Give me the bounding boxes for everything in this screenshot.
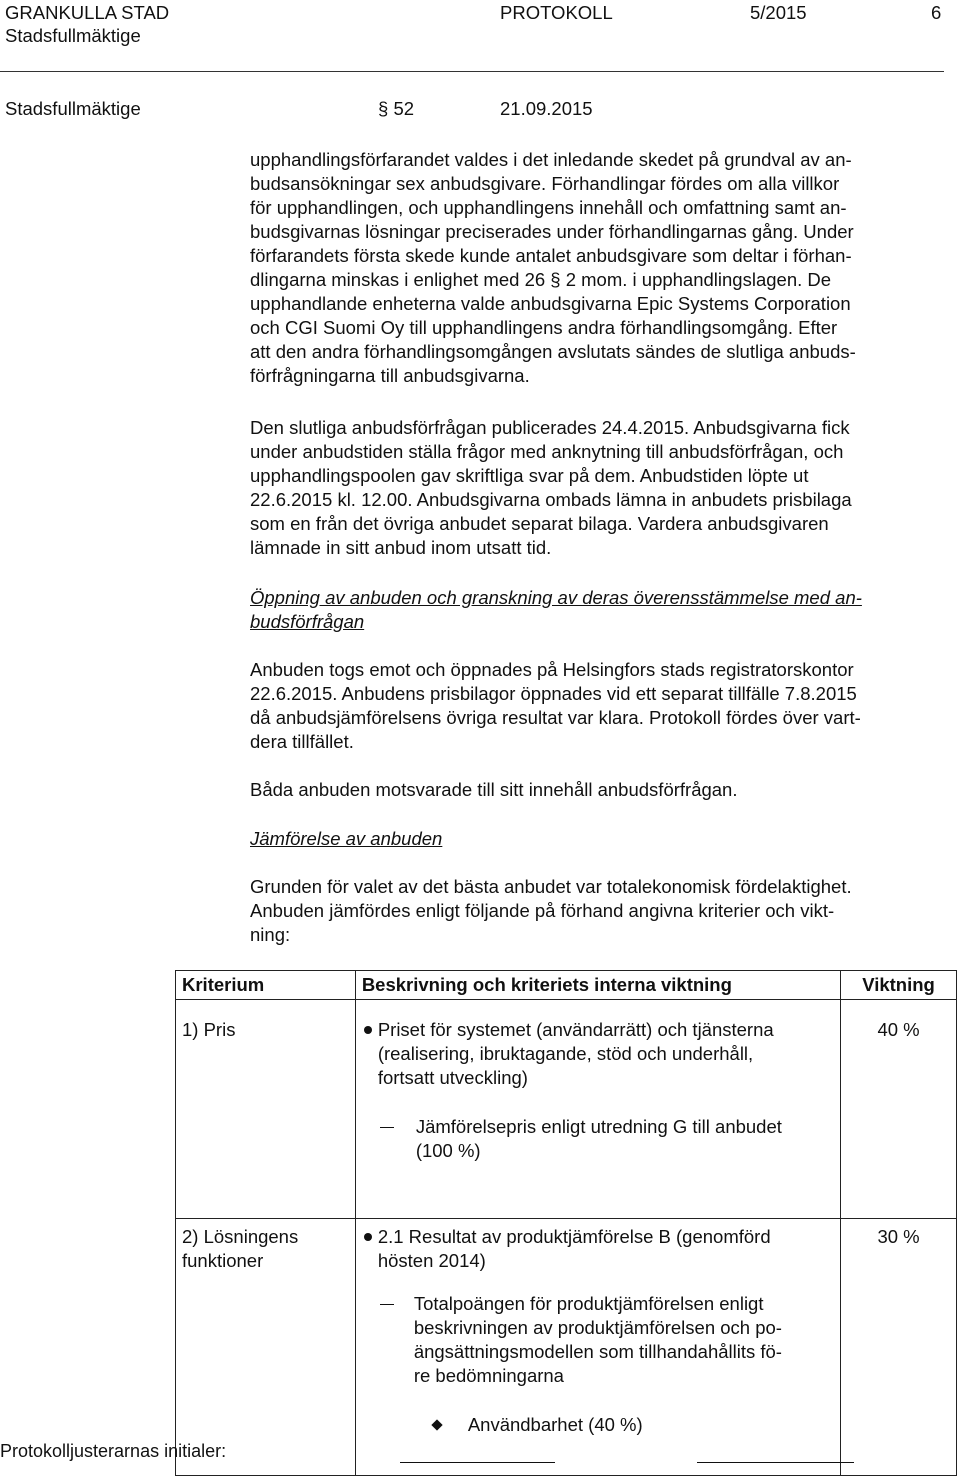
- criterion-cell: [176, 1219, 356, 1476]
- section-number-value: 52: [393, 98, 415, 119]
- text-line: Jämförelsepris enligt utredning G till anbudet: [415, 1116, 782, 1137]
- paragraph-opening: [250, 658, 940, 754]
- section-body: Stadsfullmäktige: [5, 98, 141, 119]
- text-line: budsansökningar sex anbudsgivare. Förhandlingar fördes om alla villkor: [250, 173, 840, 194]
- bullet-text: [378, 1225, 771, 1273]
- text-line: som en från det övriga anbudet separat bilaga. Vardera anbudsgivaren: [250, 513, 829, 534]
- diamond-text: Användbarhet (40 %): [467, 1414, 643, 1435]
- paragraph-procedure: [250, 148, 940, 388]
- bullet-icon: [364, 1026, 372, 1034]
- bullet-text: [378, 1018, 774, 1090]
- diamond-bullet-icon: [431, 1419, 442, 1430]
- table-row: [176, 1219, 957, 1476]
- table-header-row: [176, 971, 957, 1000]
- text-line: Grunden för valet av det bästa anbudet var totalekonomisk fördelaktighet.: [250, 876, 852, 897]
- text-line: ning:: [250, 924, 291, 945]
- text-line: Totalpoängen för produktjämförelsen enligt: [413, 1293, 764, 1314]
- text-line: upphandlingsförfarandet valdes i det inledande skedet på grundval av an-: [250, 149, 852, 170]
- signature-line: [400, 1462, 555, 1463]
- criterion-label: 1) Pris: [182, 1019, 236, 1040]
- text-line: Anbuden togs emot och öppnades på Helsingfors stads registratorskontor: [250, 659, 854, 680]
- section-heading-opening: [250, 586, 862, 634]
- criteria-table: [175, 970, 957, 1476]
- criterion-cell: [176, 1000, 356, 1219]
- weight-value: 30 %: [877, 1226, 920, 1247]
- header-divider: [0, 71, 944, 72]
- doc-number: 5/2015: [750, 2, 807, 23]
- text-line: dlingarna minskas i enlighet med 26 § 2 mom. i upphandlingslagen. De: [250, 269, 832, 290]
- description-cell: [355, 1219, 840, 1476]
- text-line: lämnade in sitt anbud inom utsatt tid.: [250, 537, 552, 558]
- text-line: upphandlande enheterna valde anbudsgivarna Epic Systems Corporation: [250, 293, 851, 314]
- dash-text: [416, 1115, 782, 1163]
- text-line: för upphandlingen, och upphandlingens innehåll och omfattning samt an-: [250, 197, 847, 218]
- text-line: 2.1 Resultat av produktjämförelse B (genomförd: [377, 1226, 771, 1247]
- text-line: (100 %): [415, 1140, 481, 1161]
- weight-cell: [841, 1000, 957, 1219]
- section-number: [378, 98, 414, 120]
- heading-line: budsförfrågan: [250, 611, 365, 632]
- dash-icon: [380, 1127, 394, 1128]
- header-description: Beskrivning och kriteriets interna viktning: [355, 971, 840, 1000]
- table-row: [176, 1000, 957, 1219]
- text-line: re bedömningarna: [413, 1365, 564, 1386]
- text-line: förfrågningarna till anbudsgivarna.: [250, 365, 530, 386]
- weight-value: 40 %: [877, 1019, 920, 1040]
- org-body: Stadsfullmäktige: [5, 25, 141, 46]
- text-line: Priset för systemet (användarrätt) och tjänsterna: [377, 1019, 774, 1040]
- text-line: ängsättningsmodellen som tillhandahållits fö-: [413, 1341, 782, 1362]
- text-line: då anbudsjämförelsens övriga resultat var klara. Protokoll fördes över vart-: [250, 707, 861, 728]
- header-weight: Viktning: [841, 971, 957, 1000]
- text-line: dera tillfället.: [250, 731, 354, 752]
- text-line: under anbudstiden ställa frågor med anknytning till anbudsförfrågan, och: [250, 441, 844, 462]
- text-line: Den slutliga anbudsförfrågan publicerades 24.4.2015. Anbudsgivarna fick: [250, 417, 850, 438]
- text-line: 22.6.2015 kl. 12.00. Anbudsgivarna ombads lämna in anbudets prisbilaga: [250, 489, 852, 510]
- org-name: GRANKULLA STAD: [5, 2, 170, 23]
- text-line: att den andra förhandlingsomgången avslutats sändes de slutliga anbuds-: [250, 341, 856, 362]
- text-line: 2) Lösningens: [182, 1226, 299, 1247]
- text-line: 22.6.2015. Anbudens prisbilagor öppnades vid ett separat tillfälle 7.8.2015: [250, 683, 857, 704]
- paragraph-conformity: [250, 778, 940, 802]
- doc-type: PROTOKOLL: [500, 2, 613, 23]
- text-line: Båda anbuden motsvarade till sitt innehåll anbudsförfrågan.: [250, 779, 738, 800]
- page-number: 6: [931, 2, 942, 23]
- text-line: budsgivarnas lösningar preciserades under förhandlingarnas gång. Under: [250, 221, 854, 242]
- header-criterion: Kriterium: [176, 971, 356, 1000]
- text-line: funktioner: [182, 1250, 264, 1271]
- weight-cell: [841, 1219, 957, 1476]
- paragraph-final-request: [250, 416, 940, 560]
- dash-icon: [380, 1304, 394, 1305]
- text-line: hösten 2014): [377, 1250, 486, 1271]
- text-line: Anbuden jämfördes enligt följande på förhand angivna kriterier och vikt-: [250, 900, 835, 921]
- text-line: upphandlingspoolen gav skriftliga svar på dem. Anbudstiden löpte ut: [250, 465, 809, 486]
- section-date: 21.09.2015: [500, 98, 593, 119]
- paragraph-comparison-basis: [250, 875, 940, 947]
- paragraph-sign: §: [378, 98, 389, 119]
- footer-initials-label: Protokolljusterarnas initialer:: [0, 1441, 227, 1461]
- text-line: beskrivningen av produktjämförelsen och po-: [413, 1317, 782, 1338]
- bullet-icon: [364, 1233, 372, 1241]
- section-heading-comparison: Jämförelse av anbuden: [250, 828, 443, 849]
- signature-line: [697, 1462, 854, 1463]
- text-line: och CGI Suomi Oy till upphandlingens andra förhandlingsomgång. Efter: [250, 317, 838, 338]
- text-line: (realisering, ibruktagande, stöd och underhåll,: [377, 1043, 754, 1064]
- text-line: fortsatt utveckling): [377, 1067, 528, 1088]
- text-line: förfarandets första skede kunde antalet anbudsgivare som deltar i förhan-: [250, 245, 852, 266]
- criterion-label: [182, 1225, 298, 1273]
- description-cell: [355, 1000, 840, 1219]
- dash-text: [414, 1292, 782, 1388]
- heading-line: Öppning av anbuden och granskning av deras överensstämmelse med an-: [250, 587, 862, 608]
